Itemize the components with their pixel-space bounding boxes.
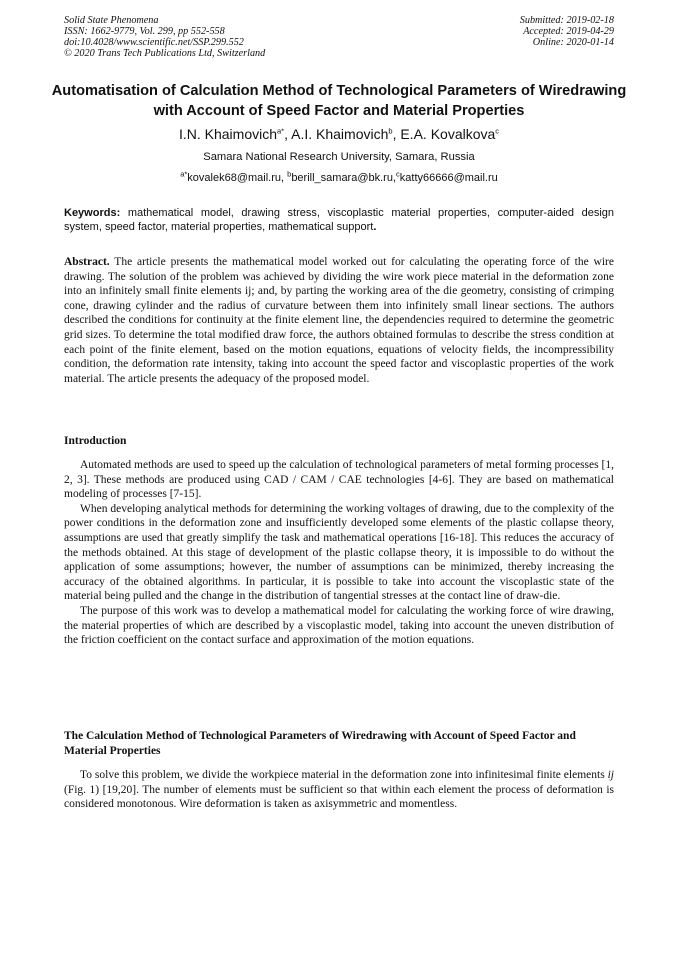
introduction-body [64, 458, 614, 648]
section-body [64, 768, 614, 812]
email-mark: a* [180, 169, 188, 179]
abstract-text: The article presents the mathematical model worked out for calculating the operating force of the wire drawing. The solution of the problem was achieved by dividing the wire work piece material in the deformation zone into an infinitely small finite elements ij; and, by parting the working area of the die geometry, consisting of crimping cone, drawing cylinder and the radius of curvature between them into infinitely small linear sections. The authors described the conditions for continuity at the finite element line, the dependencies required to determine the geometric grid sizes. To determine the total modified draw force, the authors obtained formulas to describe the stress condition at each point of the finite element, based on the motion equations, equations of velocity fields, the incompressibility condition, the deformation rate intensity, taking into account the speed factor and viscoplastic properties of the work material. The article presents the adequacy of the proposed model. [64, 256, 614, 385]
paragraph: Automated methods are used to speed up the calculation of technological parameters of metal forming processes [1, 2, 3]. These methods are produced using CAD / CAM / CAE technologies [4-6]. They are based on mathematical modeling of processes [7-15]. [64, 459, 614, 501]
dates-info [520, 15, 614, 48]
paper-title: Automatisation of Calculation Method of Technological Parameters of Wiredrawing with Account of Speed Factor and Material Properties [51, 83, 627, 119]
keywords-label: Keywords: [64, 207, 121, 219]
author-list: I.N. Khaimovich$^{a*}$, A.I. Khaimovich$^b$, E.A. Kovalkova$^c$ [178, 126, 500, 142]
keywords-end: . [373, 221, 377, 233]
author-affiliation-mark: c [495, 126, 500, 136]
journal-info [64, 15, 265, 59]
author-affiliation-mark: a* [277, 126, 285, 136]
author-name: E.A. Kovalkova [400, 126, 496, 142]
paragraph: To solve this problem, we divide the workpiece material in the deformation zone into infinitesimal finite elements ij (Fig. 1) [19,20]. The number of elements must be sufficient so that within each element the process of deformation is considered monotonous. Wire deformation is taken as axisymmetric and momentless. [64, 769, 614, 811]
author-affiliation-mark: b [388, 126, 393, 136]
journal-copyright: © 2020 Trans Tech Publications Ltd, Switzerland [64, 48, 266, 59]
email-address: berill_samara@bk.ru [291, 172, 393, 184]
section-heading: The Calculation Method of Technological Parameters of Wiredrawing with Account of Speed Factor and Material Properties [64, 730, 576, 757]
abstract [64, 255, 614, 386]
journal-issn: ISSN: 1662-9779, Vol. 299, pp 552-558 [64, 26, 225, 37]
author-name: A.I. Khaimovich [291, 126, 389, 142]
paragraph: The purpose of this work was to develop a mathematical model for calculating the working force of wire drawing, the material properties of which are described by a viscoplastic model, taking into account the uneven distribution of the friction coefficient on the contact surface and approximation of the motion equations. [64, 604, 614, 647]
email-address: kovalek68@mail.ru [187, 172, 282, 184]
author-name: I.N. Khaimovich [178, 126, 278, 142]
journal-doi: doi:10.4028/www.scientific.net/SSP.299.552 [64, 37, 244, 48]
email-mark: b [287, 169, 292, 179]
keywords [64, 206, 614, 234]
affiliation: Samara National Research University, Samara, Russia [203, 151, 475, 163]
email-address: katty66666@mail.ru [399, 172, 498, 184]
submitted-date: Submitted: 2019-02-18 [519, 15, 614, 26]
element-index: ij [607, 769, 614, 781]
keywords-text: mathematical model, drawing stress, viscoplastic material properties, computer-aided design system, speed factor, material properties, mathematical support [64, 207, 614, 233]
accepted-date: Accepted: 2019-04-29 [523, 26, 614, 37]
email-mark: c [396, 169, 400, 179]
online-date: Online: 2020-01-14 [532, 37, 614, 48]
abstract-label: Abstract. [64, 256, 110, 268]
introduction-heading: Introduction [64, 435, 127, 447]
email-list: $^{a*}$kovalek68@mail.ru, $^b$berill_samara@bk.ru,$^c$katty66666@mail.ru [180, 169, 498, 184]
paragraph: When developing analytical methods for determining the working voltages of drawing, due to the complexity of the power conditions in the deformation zone and insufficiently developed some elements of the plastic collapse theory, assumptions are used that greatly simplify the task and mathematical operations [16-18]. This reduces the accuracy of the methods obtained. At this stage of development of the plastic collapse theory, it is impossible to do without the application of some assumptions; however, the number of assumptions can be minimized, thereby increasing the accuracy of the obtained algorithms. In particular, it is possible to take into account the viscoplastic state of the material being pulled and the change in the distribution of tangential stresses at the contact line of draw-die. [64, 502, 614, 603]
journal-name: Solid State Phenomena [64, 15, 159, 26]
